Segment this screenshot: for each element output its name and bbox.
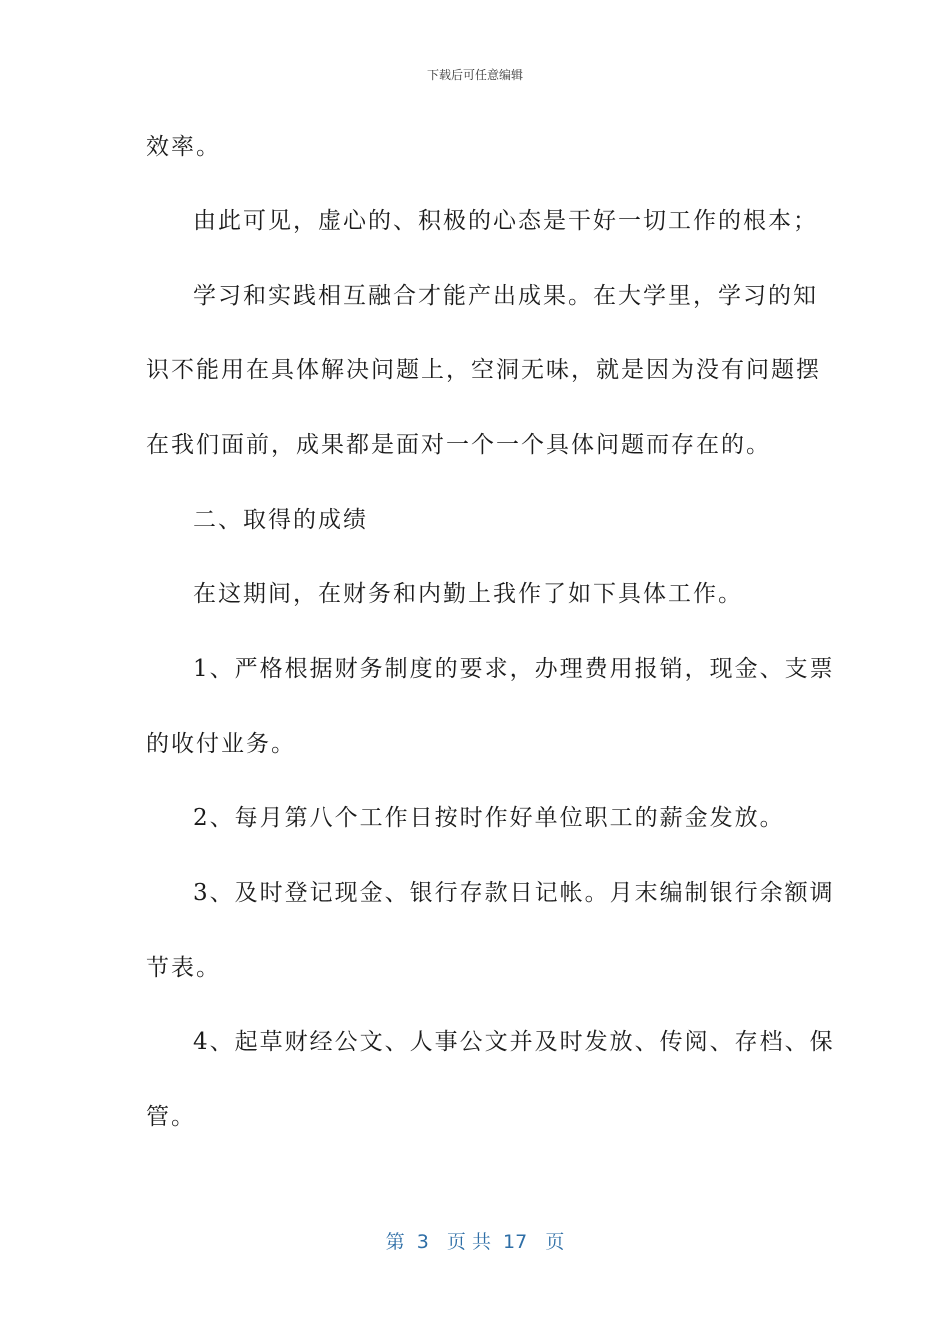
list-item: 1、严格根据财务制度的要求，办理费用报销，现金、支票	[193, 656, 835, 682]
body-line: 学习和实践相互融合才能产出成果。在大学里，学习的知	[193, 283, 818, 309]
body-line: 在这期间，在财务和内勤上我作了如下具体工作。	[193, 581, 743, 607]
body-line: 识不能用在具体解决问题上，空洞无味，就是因为没有问题摆	[146, 357, 821, 383]
section-heading: 二、取得的成绩	[193, 507, 368, 533]
list-item: 4、起草财经公文、人事公文并及时发放、传阅、存档、保	[193, 1029, 835, 1055]
page-header: 下载后可任意编辑	[426, 68, 523, 82]
body-line: 在我们面前，成果都是面对一个一个具体问题而存在的。	[146, 432, 771, 458]
list-item-continuation: 的收付业务。	[146, 731, 296, 757]
list-item-continuation: 管。	[146, 1104, 196, 1130]
list-item: 2、每月第八个工作日按时作好单位职工的薪金发放。	[193, 805, 785, 831]
page-number-footer: 第 3 页 共 17 页	[385, 1231, 565, 1253]
list-item-continuation: 节表。	[146, 955, 221, 981]
body-line: 效率。	[146, 134, 221, 160]
body-line: 由此可见，虚心的、积极的心态是干好一切工作的根本；	[193, 208, 818, 234]
list-item: 3、及时登记现金、银行存款日记帐。月末编制银行余额调	[193, 880, 835, 906]
